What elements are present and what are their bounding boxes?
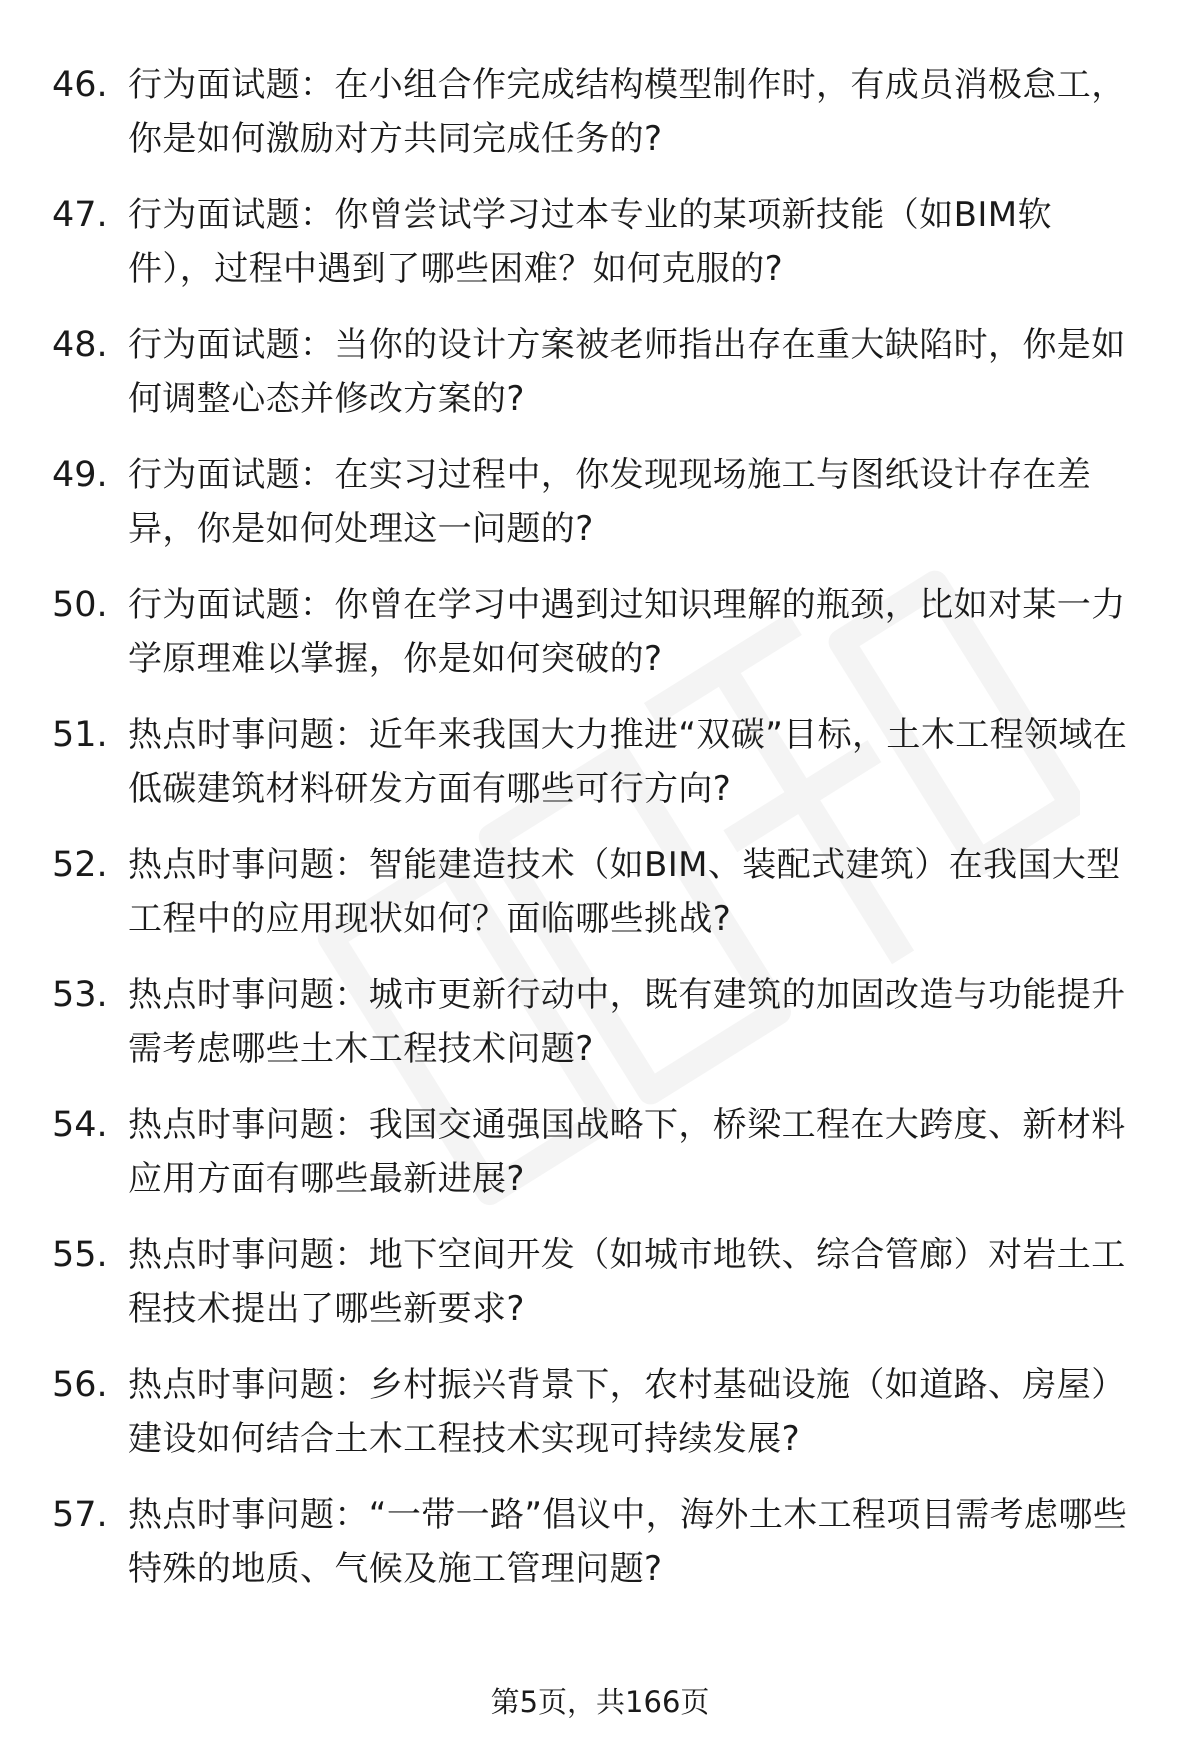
question-list <box>52 58 1142 1618</box>
question-text: 行为面试题：在实习过程中，你发现现场施工与图纸设计存在差异，你是如何处理这一问题的? <box>128 455 1092 549</box>
question-text: 行为面试题：在小组合作完成结构模型制作时，有成员消极怠工，你是如何激励对方共同完成任务的? <box>128 65 1126 159</box>
question-text: 行为面试题：当你的设计方案被老师指出存在重大缺陷时，你是如何调整心态并修改方案的? <box>128 325 1126 419</box>
question-number: 57. <box>52 1495 108 1535</box>
question-item-48 <box>52 318 1142 448</box>
question-item-55 <box>52 1228 1142 1358</box>
question-item-54 <box>52 1098 1142 1228</box>
question-item-50 <box>52 578 1142 708</box>
question-number: 54. <box>52 1105 108 1145</box>
question-item-46 <box>52 58 1142 188</box>
question-text: 热点时事问题：“一带一路”倡议中，海外土木工程项目需考虑哪些特殊的地质、气候及施工管理问题? <box>128 1495 1128 1589</box>
question-number: 49. <box>52 455 108 495</box>
question-text: 热点时事问题：乡村振兴背景下，农村基础设施（如道路、房屋）建设如何结合土木工程技术实现可持续发展? <box>128 1365 1126 1459</box>
page-footer: 第5页，共166页 <box>490 1685 710 1719</box>
question-item-51 <box>52 708 1142 838</box>
question-text: 热点时事问题：地下空间开发（如城市地铁、综合管廊）对岩土工程技术提出了哪些新要求? <box>128 1235 1126 1329</box>
question-number: 50. <box>52 585 108 625</box>
question-number: 55. <box>52 1235 108 1275</box>
question-number: 56. <box>52 1365 108 1405</box>
question-number: 48. <box>52 325 108 365</box>
question-number: 46. <box>52 65 108 105</box>
question-item-47 <box>52 188 1142 318</box>
question-text: 行为面试题：你曾尝试学习过本专业的某项新技能（如BIM软件），过程中遇到了哪些困难？如何克服的? <box>128 195 1052 289</box>
question-item-49 <box>52 448 1142 578</box>
question-item-53 <box>52 968 1142 1098</box>
question-text: 热点时事问题：城市更新行动中，既有建筑的加固改造与功能提升需考虑哪些土木工程技术问题? <box>128 975 1126 1069</box>
question-number: 53. <box>52 975 108 1015</box>
question-number: 47. <box>52 195 108 235</box>
question-item-56 <box>52 1358 1142 1488</box>
question-text: 热点时事问题：我国交通强国战略下，桥梁工程在大跨度、新材料应用方面有哪些最新进展? <box>128 1105 1126 1199</box>
question-text: 行为面试题：你曾在学习中遇到过知识理解的瓶颈，比如对某一力学原理难以掌握，你是如何突破的? <box>128 585 1126 679</box>
question-text: 热点时事问题：近年来我国大力推进“双碳”目标，土木工程领域在低碳建筑材料研发方面有哪些可行方向? <box>128 715 1128 809</box>
question-number: 51. <box>52 715 108 755</box>
question-text: 热点时事问题：智能建造技术（如BIM、装配式建筑）在我国大型工程中的应用现状如何？面临哪些挑战? <box>128 845 1121 939</box>
question-item-52 <box>52 838 1142 968</box>
question-item-57 <box>52 1488 1142 1618</box>
question-number: 52. <box>52 845 108 885</box>
